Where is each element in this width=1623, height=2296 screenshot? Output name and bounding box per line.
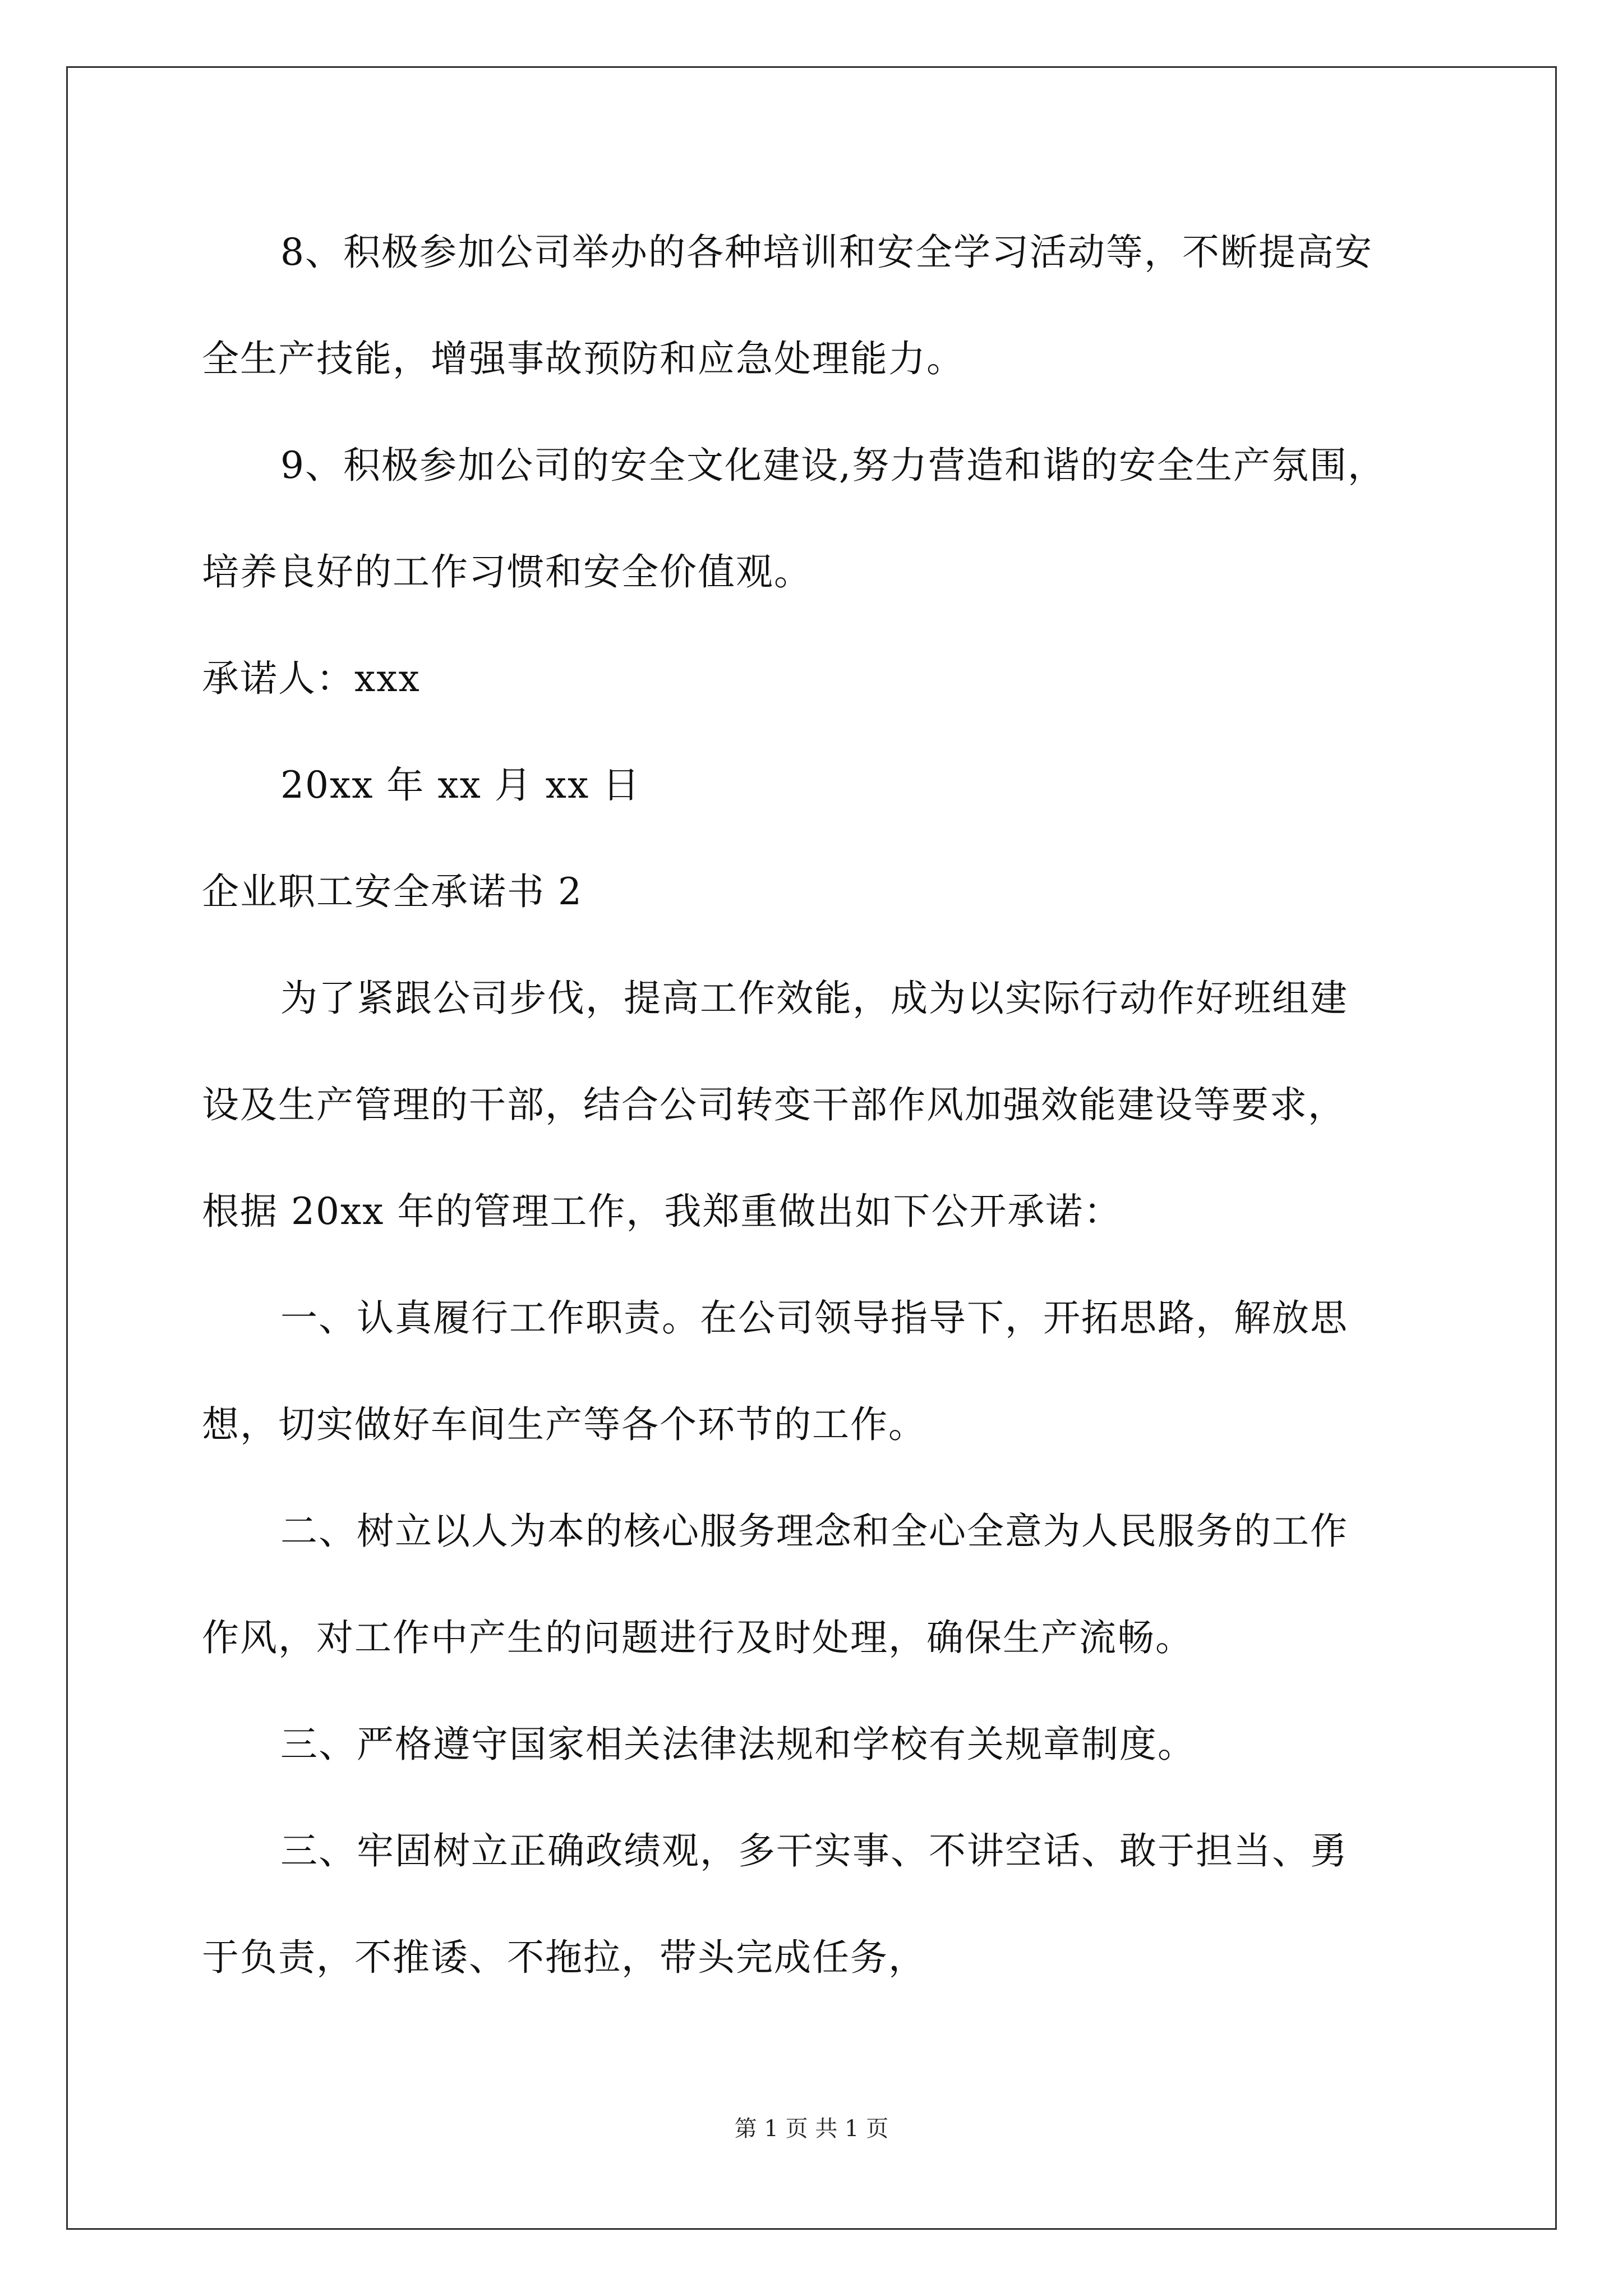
item-3b-line-1: 三、牢固树立正确政绩观，多干实事、不讲空话、敢于担当、勇 <box>280 1829 1348 1872</box>
paragraph-8-line-1: 8、积极参加公司举办的各种培训和安全学习活动等，不断提高安 <box>280 231 1373 274</box>
item-3-line-1: 三、严格遵守国家相关法律法规和学校有关规章制度。 <box>280 1723 1196 1766</box>
section-title: 企业职工安全承诺书 2 <box>202 870 583 913</box>
item-3b-line-2: 于负责，不推诿、不拖拉，带头完成任务， <box>202 1936 926 1979</box>
signatory-line: 承诺人：xxx <box>202 657 421 700</box>
intro-line-1: 为了紧跟公司步伐，提高工作效能，成为以实际行动作好班组建 <box>280 977 1348 1020</box>
intro-line-2: 设及生产管理的干部，结合公司转变干部作风加强效能建设等要求， <box>202 1083 1346 1126</box>
paragraph-9-line-2: 培养良好的工作习惯和安全价值观。 <box>202 550 812 593</box>
paragraph-8-line-2: 全生产技能，增强事故预防和应急处理能力。 <box>202 337 965 380</box>
intro-line-3: 根据 20xx 年的管理工作，我郑重做出如下公开承诺： <box>202 1190 1122 1233</box>
item-1-line-1: 一、认真履行工作职责。在公司领导指导下，开拓思路，解放思 <box>280 1296 1348 1340</box>
date-line: 20xx 年 xx 月 xx 日 <box>280 763 641 807</box>
item-2-line-1: 二、树立以人为本的核心服务理念和全心全意为人民服务的工作 <box>280 1510 1348 1553</box>
paragraph-9-line-1: 9、积极参加公司的安全文化建设,努力营造和谐的安全生产氛围， <box>280 444 1386 487</box>
item-1-line-2: 想，切实做好车间生产等各个环节的工作。 <box>202 1403 926 1446</box>
page-footer: 第 1 页 共 1 页 <box>734 2116 889 2142</box>
page-border <box>66 66 1557 2230</box>
item-2-line-2: 作风，对工作中产生的问题进行及时处理，确保生产流畅。 <box>202 1616 1193 1659</box>
